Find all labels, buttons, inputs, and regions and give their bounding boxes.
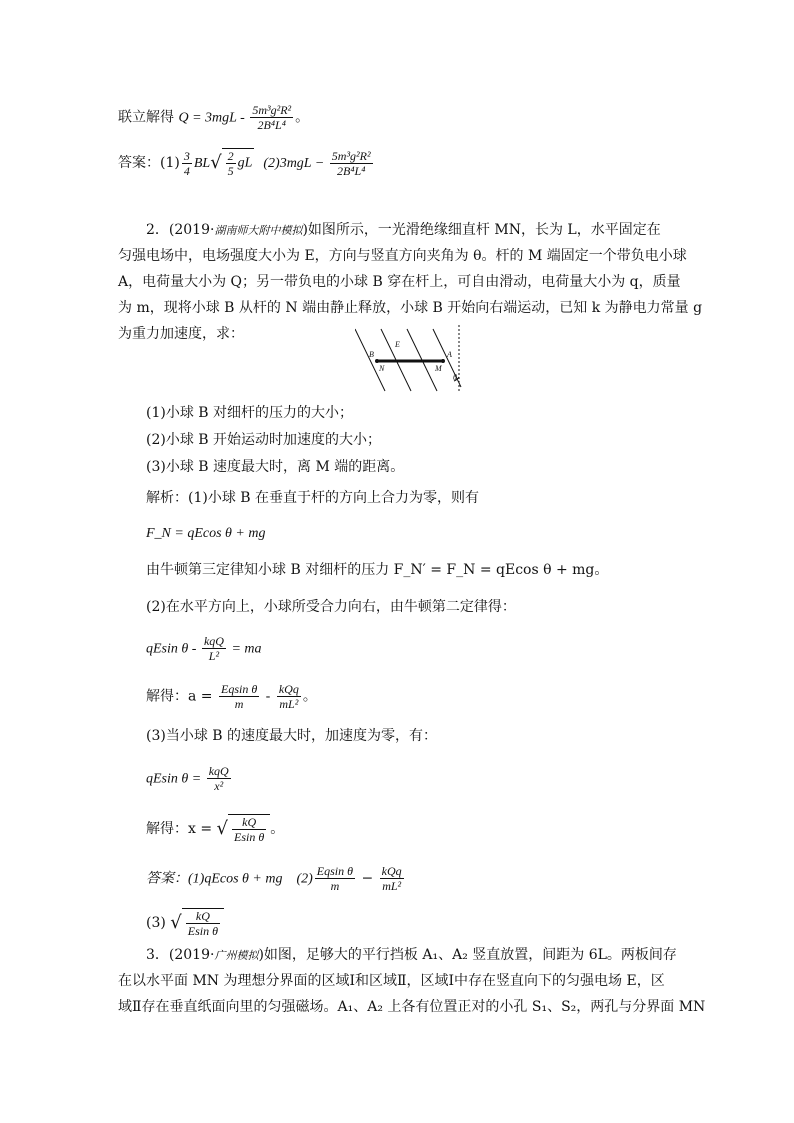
formula-text: 解得：a = — [146, 688, 217, 705]
minus: − — [357, 870, 378, 887]
text: 联立解得 — [118, 109, 179, 126]
solution-eq-2 — [146, 634, 262, 663]
problem-2-line-5: 为重力加速度，求： — [118, 326, 244, 342]
solution-part-2: (2)在水平方向上，小球所受合力向右，由牛顿第二定律得： — [146, 599, 516, 615]
numerator: 2 — [227, 149, 234, 163]
denominator: Esin θ — [234, 830, 265, 844]
label-theta: θ — [453, 373, 457, 382]
answer-line-1 — [118, 148, 375, 178]
ball-a — [441, 359, 445, 363]
answer-label: (3) — [146, 915, 171, 931]
numerator: kQq — [278, 682, 299, 696]
sqrt-icon: √ — [210, 152, 222, 173]
fraction — [380, 864, 404, 893]
fraction — [315, 864, 355, 893]
denominator: Esin θ — [187, 924, 218, 938]
denominator: 4 — [183, 163, 190, 178]
text: )如图，足够大的平行挡板 A₁、A₂ 竖直放置，间距为 6L。两板间存 — [258, 947, 677, 963]
answer-line-2 — [146, 864, 406, 893]
minus: - — [261, 688, 275, 705]
numerator: Eqsin θ — [316, 864, 354, 878]
problem-3-line-2: 在以水平面 MN 为理想分界面的区域Ⅰ和区域Ⅱ，区域Ⅰ中存在竖直向下的匀强电场 E，区 — [118, 973, 665, 989]
ball-b — [375, 359, 379, 363]
numerator: 5m³g²R² — [331, 148, 371, 163]
source-tag: 广州模拟 — [214, 949, 259, 962]
denominator: m — [234, 697, 244, 711]
sqrt-body — [182, 908, 224, 938]
period: 。 — [302, 688, 317, 705]
numerator: Eqsin θ — [220, 682, 258, 696]
answer-label: 答案：(1) — [118, 155, 180, 171]
fraction — [232, 815, 266, 844]
denominator: 5 — [227, 164, 234, 178]
formula-text: BL — [193, 156, 211, 171]
text: )如图所示，一光滑绝缘细直杆 MN，长为 L，水平固定在 — [302, 222, 661, 238]
period: 。 — [295, 109, 310, 126]
question-1: (1)小球 B 对细杆的压力的大小； — [146, 405, 354, 421]
fraction — [207, 764, 231, 793]
label-n: N — [379, 364, 385, 373]
fraction — [226, 149, 236, 178]
text: 2．(2019· — [146, 222, 215, 238]
solution-line-q — [118, 103, 309, 132]
solution-eq-5 — [146, 814, 284, 844]
problem-2-line-2: 匀强电场中，电场强度大小为 E，方向与竖直方向夹角为 θ。杆的 M 端固定一个带负电小球 — [118, 248, 687, 264]
label-e: E — [395, 340, 400, 349]
numerator: 3 — [183, 148, 190, 163]
fraction — [186, 909, 220, 938]
question-2: (2)小球 B 开始运动时加速度的大小； — [146, 432, 382, 448]
denominator: mL² — [382, 879, 402, 893]
label-a: A — [447, 350, 452, 359]
formula-text: 解得：x = — [146, 821, 217, 837]
denominator: x² — [214, 779, 224, 793]
solution-intro: 解析：(1)小球 B 在垂直于杆的方向上合力为零，则有 — [146, 490, 480, 506]
problem-3-line-1 — [146, 945, 677, 966]
solution-part-3: (3)当小球 B 的速度最大时，加速度为零，有： — [146, 728, 438, 744]
formula-text: (2)3mgL − — [263, 156, 328, 171]
numerator: kQq — [381, 864, 402, 878]
sqrt-icon: √ — [170, 912, 182, 933]
label-b: B — [369, 350, 374, 359]
text: 3．(2019· — [146, 947, 215, 963]
denominator: 2B⁴L⁴ — [337, 163, 366, 178]
problem-3-line-3: 域Ⅱ存在垂直纸面向里的匀强磁场。A₁、A₂ 上各有位置正对的小孔 S₁、S₂，两孔与分界面 MN — [118, 999, 706, 1015]
answer-label: 答案：(1)qEcos θ + mg (2) — [146, 871, 313, 887]
formula-text: = ma — [227, 641, 262, 657]
answer-line-3 — [146, 908, 224, 938]
denominator: L² — [208, 649, 220, 663]
source-tag: 湖南师大附中模拟 — [214, 224, 303, 237]
problem-2-line-1 — [146, 220, 661, 241]
formula-text: Q = 3mgL - — [178, 110, 249, 126]
sqrt-body — [222, 148, 255, 178]
numerator: kqQ — [208, 764, 229, 778]
numerator: kQ — [186, 909, 220, 924]
fraction — [277, 682, 301, 711]
problem-2-line-3: A，电荷量大小为 Q；另一带负电的小球 B 穿在杆上，可自由滑动，电荷量大小为 q，质量 — [118, 274, 681, 290]
formula-text: gL — [237, 155, 253, 171]
denominator: m — [330, 879, 340, 893]
fraction — [330, 149, 373, 178]
field-rod-diagram — [355, 325, 467, 393]
fraction — [219, 682, 259, 711]
fraction — [250, 103, 293, 132]
formula-text: qEsin θ = — [146, 771, 205, 787]
numerator: 5m³g²R² — [252, 103, 292, 117]
solution-eq-4 — [146, 764, 233, 793]
label-m: M — [435, 364, 442, 373]
fraction — [202, 634, 226, 663]
question-3: (3)小球 B 速度最大时，离 M 端的距离。 — [146, 459, 405, 475]
solution-third-law: 由牛顿第三定律知小球 B 对细杆的压力 F_N′ = F_N = qEcos θ + mg。 — [146, 562, 609, 578]
numerator: kqQ — [203, 634, 224, 648]
denominator: mL² — [279, 697, 299, 711]
denominator: 2B⁴L⁴ — [257, 118, 286, 132]
sqrt-body — [228, 814, 270, 844]
solution-eq-3 — [146, 682, 317, 711]
fraction — [182, 149, 192, 178]
sqrt-icon: √ — [216, 818, 229, 839]
numerator: kQ — [232, 815, 266, 830]
formula-text: qEsin θ - — [146, 641, 200, 657]
solution-eq-1: F_N = qEcos θ + mg — [146, 526, 266, 541]
period: 。 — [270, 821, 285, 837]
problem-2-line-4: 为 m，现将小球 B 从杆的 N 端由静止释放，小球 B 开始向右端运动，已知 k 为静电力常量 g — [118, 300, 703, 316]
